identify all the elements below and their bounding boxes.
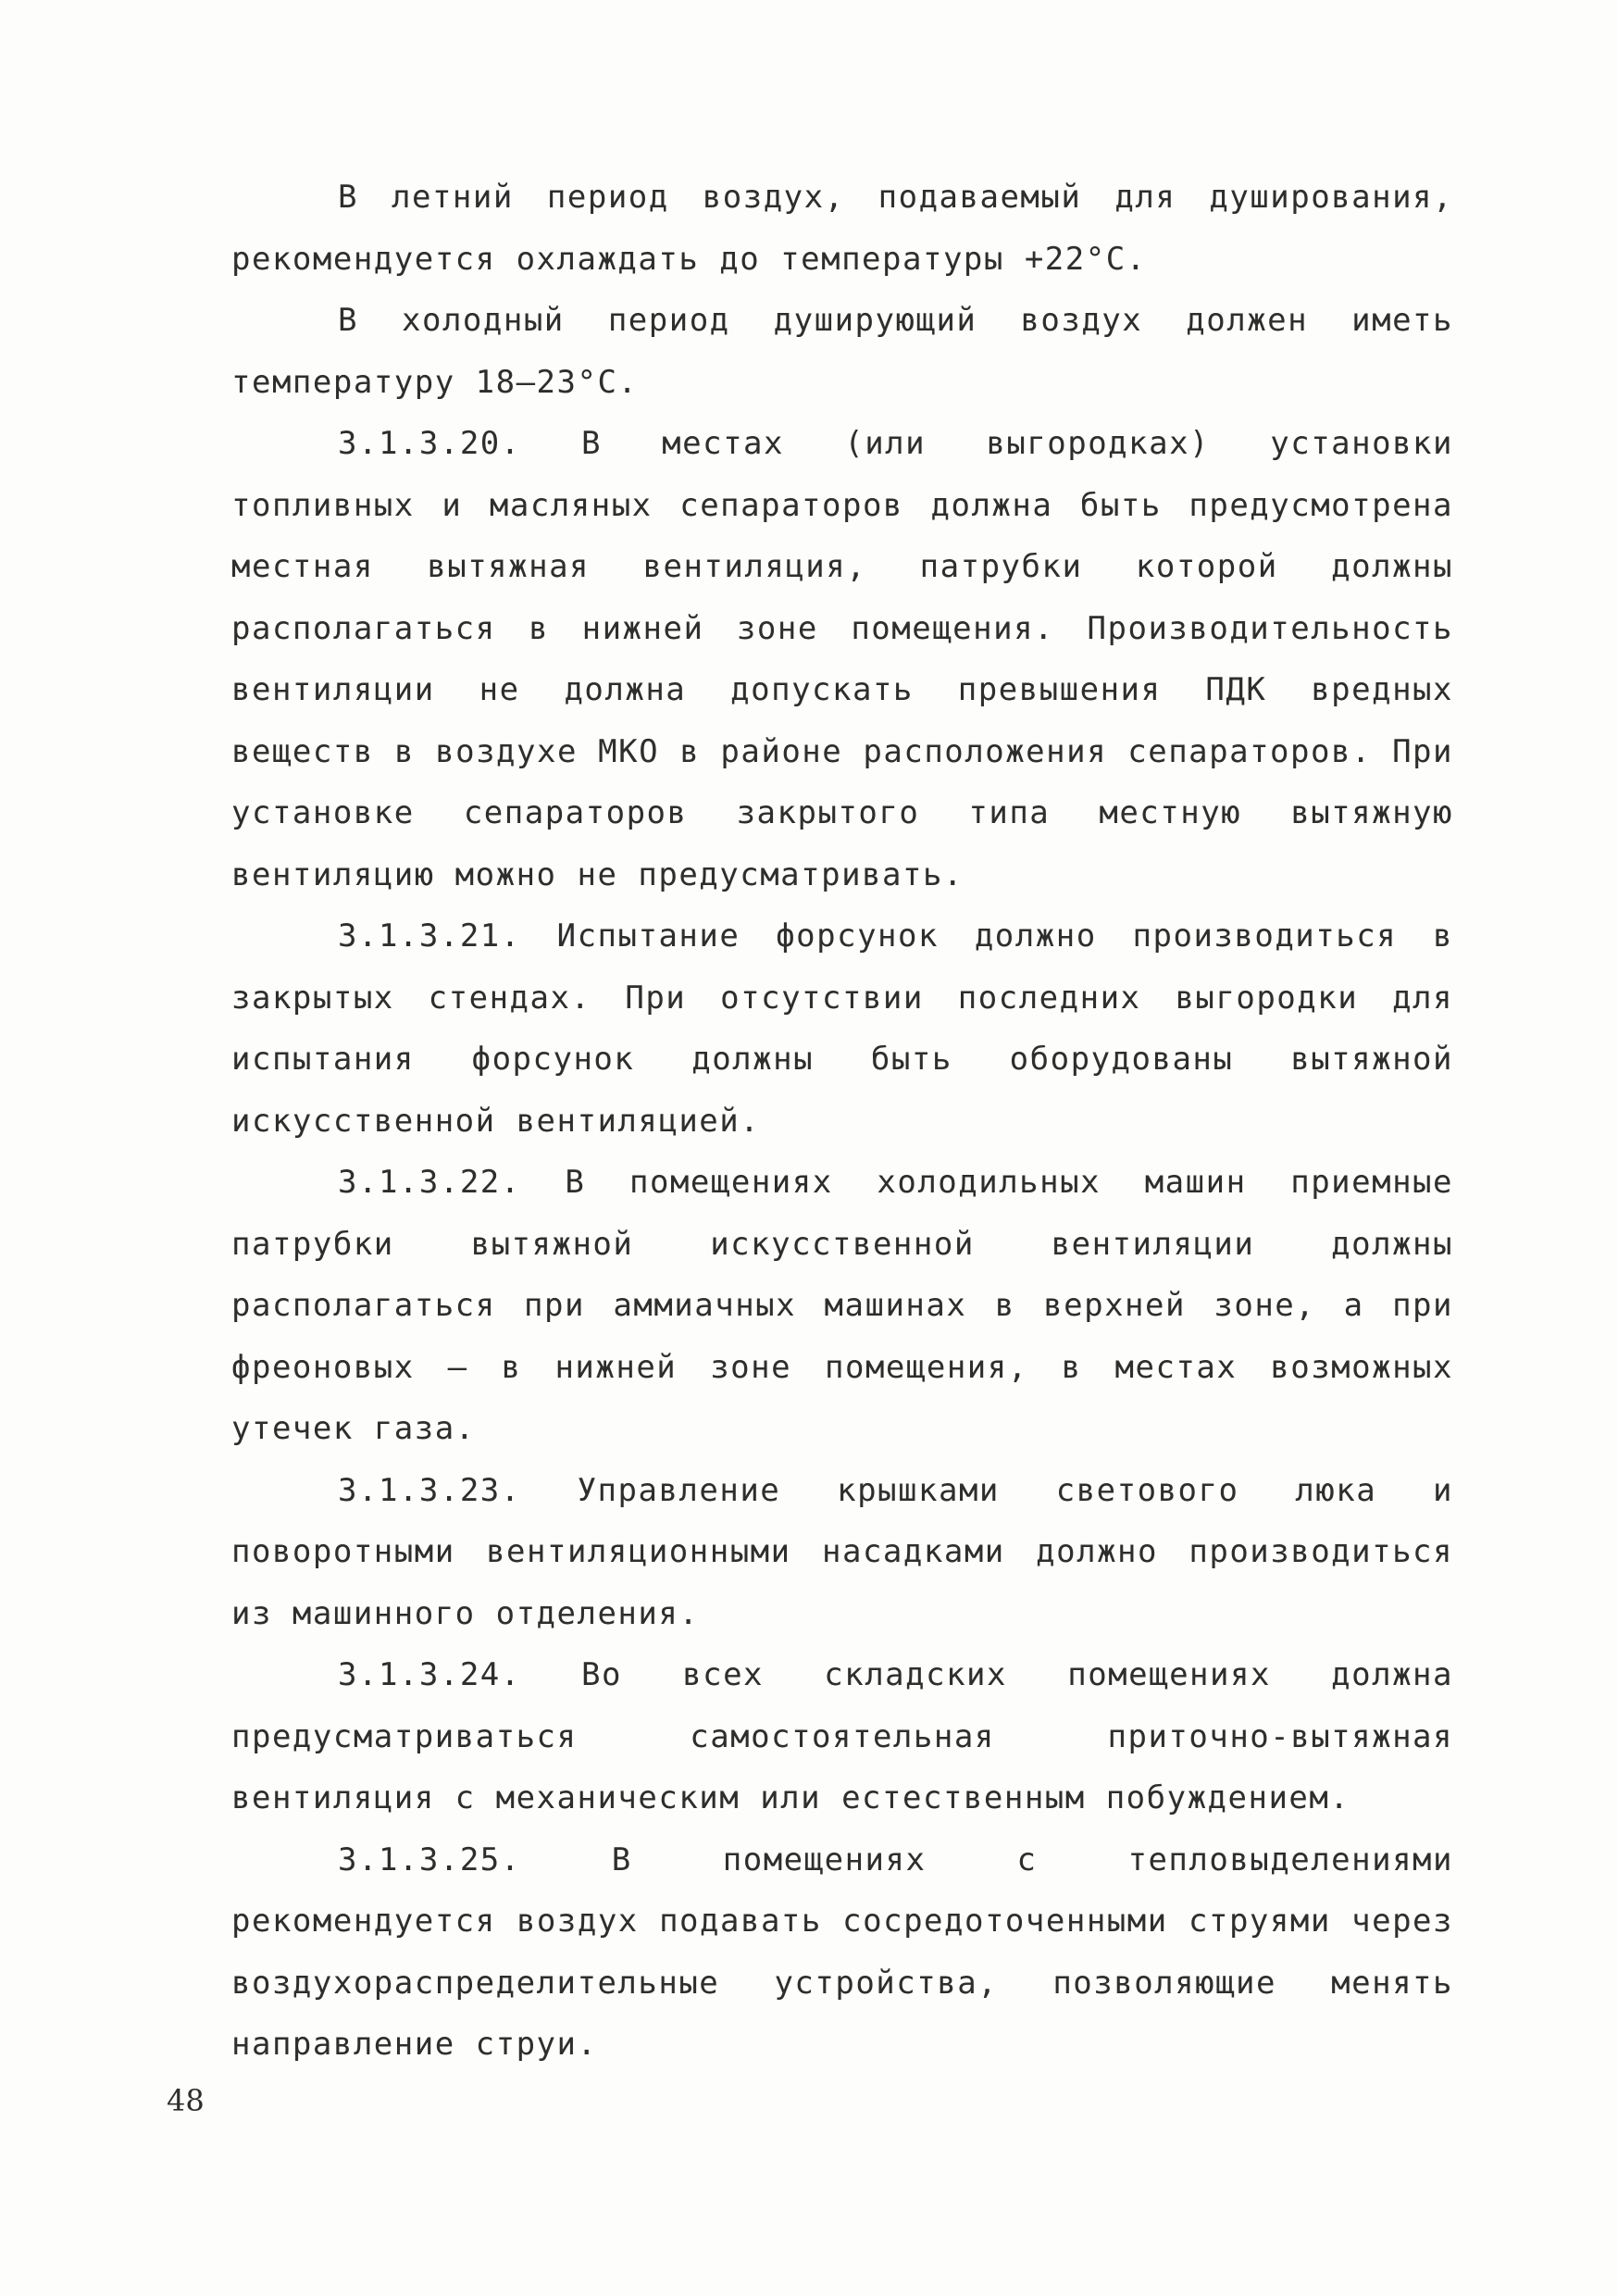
paragraph-3-1-3-22: 3.1.3.22. В помещениях холодильных машин приемные патрубки вытяжной искусственной вентиляции должны располагаться при аммиачных машинах в верхней зоне, а при фреоновых – в нижней зоне помещения, в местах возможных утечек газа.: [231, 1164, 1453, 1447]
paragraph-3-1-3-25: 3.1.3.25. В помещениях с тепловыделениями рекомендуется воздух подавать сосредоточенными струями через воздухораспределительные устройства, позволяющие менять направление струи.: [231, 1841, 1453, 2063]
document-body: [231, 167, 1453, 2076]
paragraph-3-1-3-20: 3.1.3.20. В местах (или выгородках) установки топливных и масляных сепараторов должна быть предусмотрена местная вытяжная вентиляция, патрубки которой должны располагаться в нижней зоне помещения. Производительность вентиляции не должна допускать превышения ПДК вредных веществ в воздухе МКО в районе расположения сепараторов. При установке сепараторов закрытого типа местную вытяжную вентиляцию можно не предусматривать.: [231, 425, 1453, 893]
page-number: 48: [167, 2083, 205, 2118]
paragraph-cold-period: В холодный период душирующий воздух должен иметь температуру 18–23°С.: [231, 302, 1453, 401]
paragraph-3-1-3-23: 3.1.3.23. Управление крышками светового люка и поворотными вентиляционными насадками должно производиться из машинного отделения.: [231, 1471, 1453, 1632]
paragraph-3-1-3-21: 3.1.3.21. Испытание форсунок должно производиться в закрытых стендах. При отсутствии последних выгородки для испытания форсунок должны быть оборудованы вытяжной искусственной вентиляцией.: [231, 917, 1453, 1140]
paragraph-summer-air: В летний период воздух, подаваемый для душирования, рекомендуется охлаждать до температуры +22°С.: [231, 179, 1453, 278]
paragraph-3-1-3-24: 3.1.3.24. Во всех складских помещениях должна предусматриваться самостоятельная приточно-вытяжная вентиляция с механическим или естественным побуждением.: [231, 1656, 1453, 1816]
